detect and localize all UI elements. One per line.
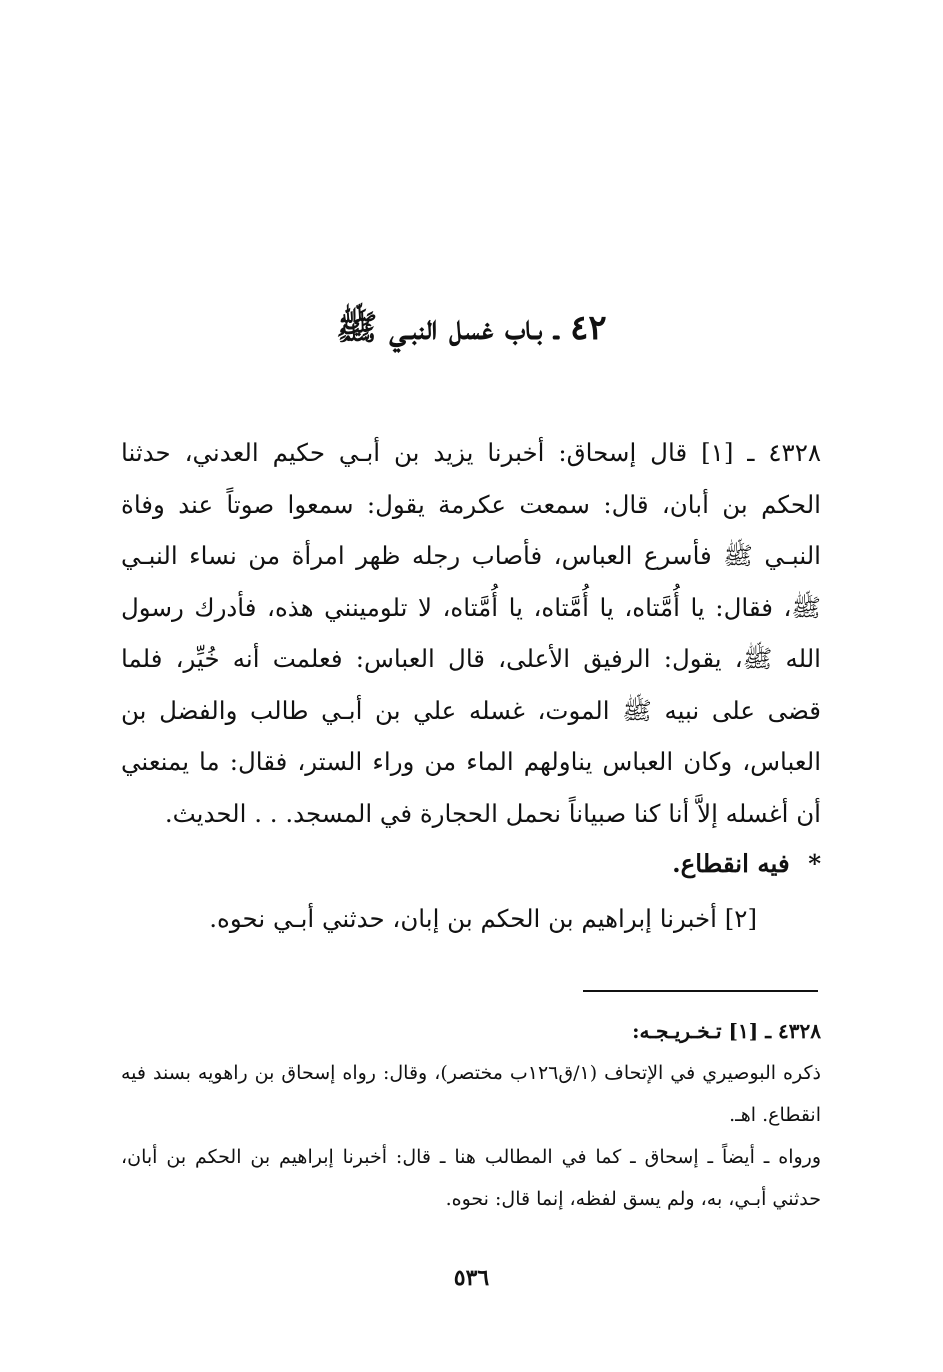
hadith-variant: [٢] أخبرنا إبراهيم بن الحكم بن إبان، حدثني أبـي نحوه.: [209, 904, 757, 933]
hadith-text: [121, 427, 821, 839]
footnotes: [121, 1010, 821, 1220]
asterisk-marker: *: [808, 849, 821, 878]
hadith-note: [121, 838, 821, 890]
page-number: ٥٣٦: [453, 1265, 490, 1291]
hadith-paragraph: ٤٣٢٨ ـ [١] قال إسحاق: أخبرنا يزيد بن أبـي حكيم العدني، حدثنا الحكم بن أبان، قال: سمعت عكرمة يقول: سمعوا صوتاً عند وفاة النبـي ﷺ فأسرع العباس، فأصاب رجله ظهر امرأة من نساء النبـي ﷺ، فقال: يا أُمَّتاه، يا أُمَّتاه، يا أُمَّتاه، لا تلومينني هذه، فأدرك رسول الله ﷺ، يقول: الرفيق الأعلى، قال العباس: فعلمت أنه خُيِّر، فلما قضى على نبيه ﷺ الموت، غسله علي بن أبـي طالب والفضل بن العباس، وكان العباس يناولهم الماء من وراء الستر، فقال: ما يمنعني أن أغسله إلاَّ أنا كنا صبياناً نحمل الحجارة في المسجد. . . الحديث.: [121, 438, 822, 828]
footnote-separator: [583, 990, 818, 992]
footnote-heading: ٤٣٢٨ ـ [١] تـخـريـجـه:: [632, 1019, 821, 1043]
chapter-title: ٤٢ ـ بـاب غسل النبـي ﷺ: [336, 308, 607, 348]
footnote-paragraph-1: ذكره البوصيري في الإتحاف (١/ق١٢٦ب مختصر)، وقال: رواه إسحاق بن راهويه بسند فيه انقطاع. اهـ.: [121, 1062, 821, 1126]
footnote-paragraph-2: ورواه ـ أيضاً ـ إسحاق ـ كما في المطالب هنا ـ قال: أخبرنا إبراهيم بن الحكم بن أبان، حدثني أبـي، به، ولم يسق لفظه، إنما قال: نحوه.: [121, 1146, 821, 1210]
note-text: فيه انقطاع.: [672, 849, 790, 878]
